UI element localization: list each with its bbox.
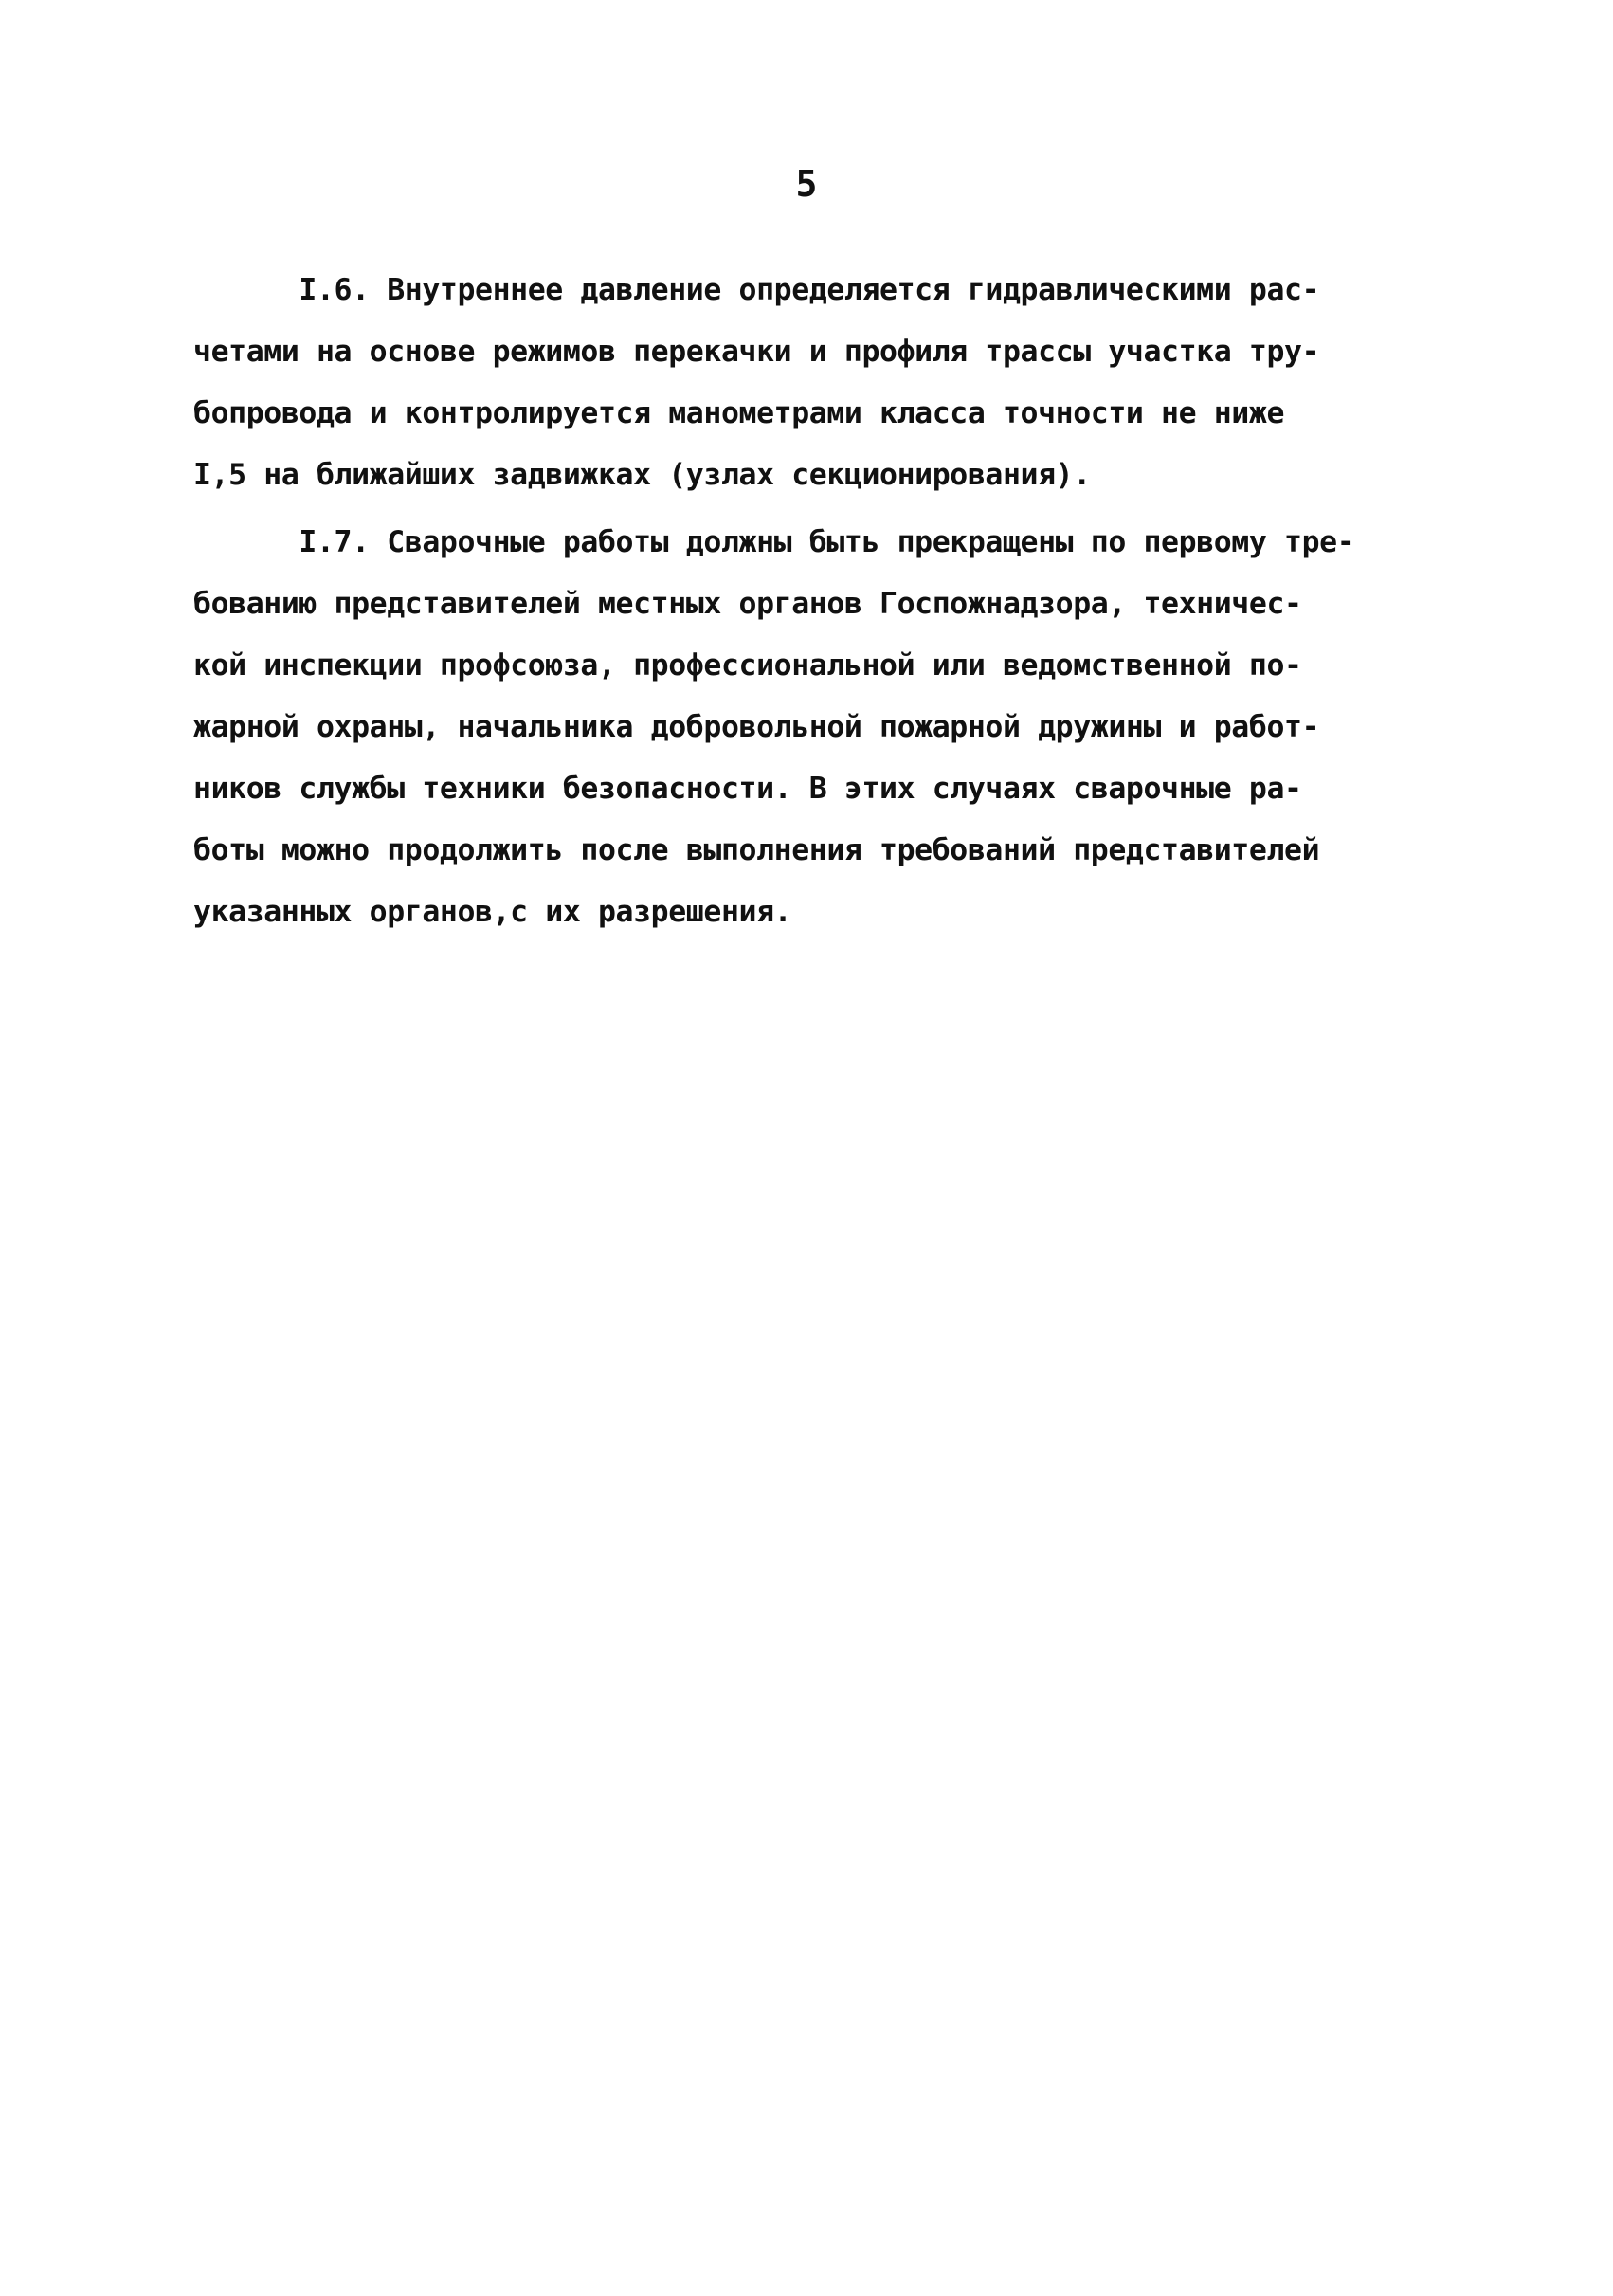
text-line: указанных органов,с их разрешения.	[193, 895, 792, 929]
paragraph-1-6	[193, 260, 1425, 506]
page-number: 5	[795, 163, 818, 205]
text-line: жарной охраны, начальника добровольной пожарной дружины и работ-	[193, 710, 1320, 744]
text-line: кой инспекции профсоюза, профессиональной или ведомственной по-	[193, 648, 1302, 683]
paragraph-1-7	[193, 512, 1425, 943]
text-line: четами на основе режимов перекачки и профиля трассы участка тру-	[193, 335, 1320, 369]
text-line: боты можно продолжить после выполнения требований представителей	[193, 833, 1320, 867]
text-line: I,5 на ближайших задвижках (узлах секционирования).	[193, 458, 1091, 492]
text-line: бованию представителей местных органов Госпожнадзора, техничес-	[193, 587, 1302, 621]
text-line: I.7. Сварочные работы должны быть прекращены по первому тре-	[193, 525, 1355, 559]
text-line: I.6. Внутреннее давление определяется гидравлическими рас-	[193, 273, 1320, 307]
text-line: ников службы техники безопасности. В этих случаях сварочные ра-	[193, 772, 1302, 806]
text-line: бопровода и контролируется манометрами класса точности не ниже	[193, 396, 1285, 430]
